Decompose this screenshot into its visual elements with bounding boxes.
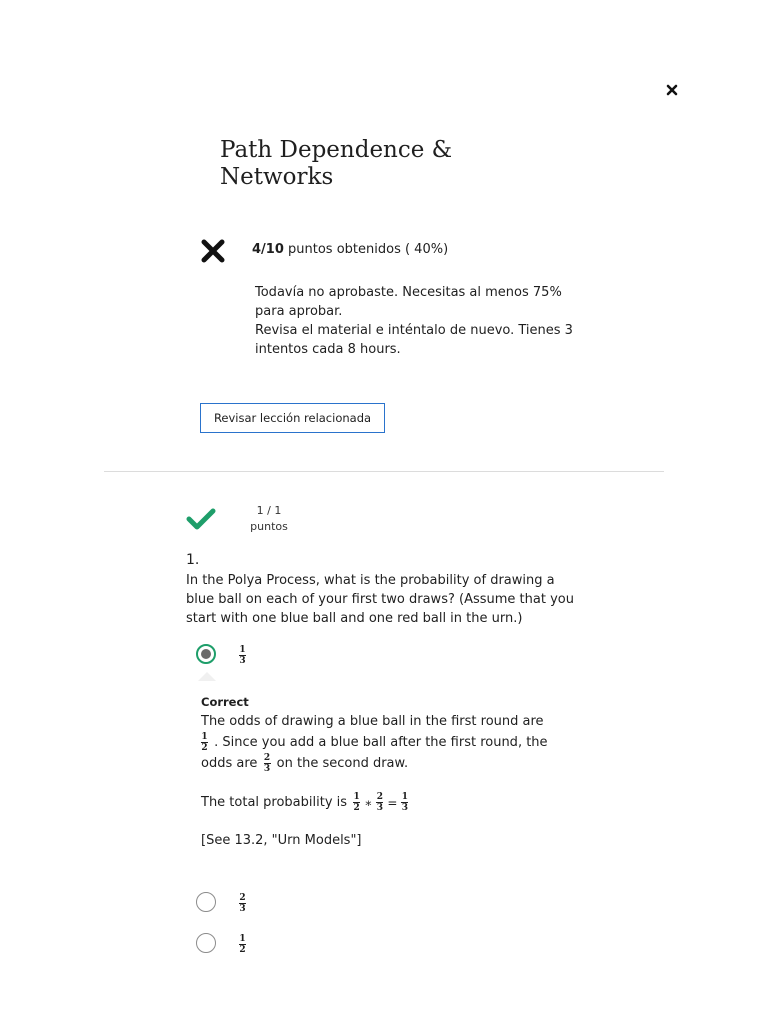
- fraction-denominator: 3: [239, 656, 246, 666]
- feedback-text: [201, 712, 561, 851]
- feedback-text-span: The total probability is: [201, 795, 348, 810]
- feedback-pointer: [198, 672, 216, 681]
- fraction-numerator: 1: [239, 645, 246, 655]
- question-text: In the Polya Process, what is the probability of drawing a blue ball on each of your first two draws? (Assume that you start with one blue ball and one red ball in the urn.): [186, 573, 574, 626]
- fraction-denominator: 3: [239, 904, 246, 914]
- feedback-line: [201, 792, 561, 813]
- feedback-line: [201, 712, 561, 732]
- checkmark-icon: [186, 507, 216, 531]
- math-operator: =: [387, 795, 398, 810]
- fraction-numerator: 2: [239, 893, 246, 903]
- feedback-line: [See 13.2, "Urn Models"]: [201, 833, 362, 848]
- result-message-line1: Todavía no aprobaste. Necesitas al menos 75% para aprobar.: [255, 285, 562, 319]
- fraction-denominator: 2: [353, 803, 360, 813]
- option-radio-1[interactable]: [196, 644, 216, 664]
- option-radio-2[interactable]: [196, 892, 216, 912]
- question-points: [244, 503, 294, 535]
- option-radio-3[interactable]: [196, 933, 216, 953]
- math-operator: ∗: [364, 795, 373, 810]
- feedback-title: Correct: [201, 695, 249, 709]
- fraction-numerator: 2: [263, 753, 271, 763]
- fraction-numerator: 1: [353, 792, 360, 802]
- fraction: [201, 732, 208, 753]
- score-value: 4/10: [252, 242, 284, 257]
- feedback-text-span: on the second draw.: [272, 756, 409, 771]
- fraction-denominator: 2: [239, 945, 246, 955]
- question-number: 1.: [186, 552, 200, 568]
- fraction-numerator: 1: [401, 792, 409, 802]
- option-label-1: [239, 645, 246, 666]
- fraction: [353, 792, 360, 813]
- close-icon: [666, 84, 678, 96]
- fraction-numerator: 2: [376, 792, 383, 802]
- review-lesson-button[interactable]: Revisar lección relacionada: [200, 403, 385, 433]
- fraction-numerator: 1: [201, 732, 208, 742]
- result-message-line2: Revisa el material e inténtalo de nuevo. Tienes 3 intentos cada 8 hours.: [255, 323, 573, 357]
- page-title: Path Dependence & Networks: [220, 137, 453, 190]
- fraction-denominator: 3: [401, 803, 409, 813]
- feedback-line: [201, 732, 561, 753]
- fraction: [376, 792, 383, 813]
- fraction-denominator: 2: [201, 743, 208, 753]
- fraction-denominator: 3: [263, 764, 271, 774]
- fraction: [264, 753, 271, 774]
- points-label: puntos: [250, 520, 288, 533]
- score-summary: [252, 241, 448, 259]
- fraction: [401, 792, 408, 813]
- close-button[interactable]: [662, 80, 682, 100]
- divider: [104, 471, 664, 472]
- feedback-text-span: odds are: [201, 756, 258, 771]
- option-label-3: [239, 934, 246, 955]
- result-message: [255, 283, 575, 359]
- feedback-text-span: The odds of drawing a blue ball in the first round are: [201, 714, 544, 729]
- fraction-numerator: 1: [239, 934, 246, 944]
- x-mark-icon: [200, 238, 226, 264]
- score-label: puntos obtenidos ( 40%): [283, 242, 449, 257]
- fraction-denominator: 3: [376, 803, 383, 813]
- feedback-text-span: . Since you add a blue ball after the first round, the: [210, 735, 548, 750]
- feedback-line: [201, 753, 561, 774]
- points-value: 1 / 1: [256, 504, 282, 517]
- option-label-2: [239, 893, 246, 914]
